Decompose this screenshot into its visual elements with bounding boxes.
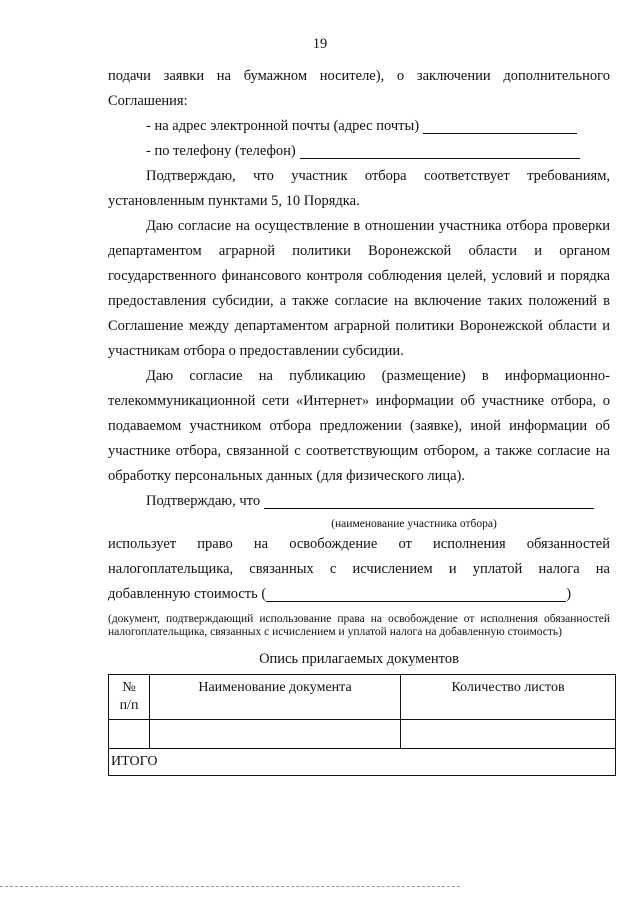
phone-label: - по телефону (телефон) <box>146 143 296 159</box>
table-total-row <box>109 749 616 776</box>
consent-publication-paragraph: Даю согласие на публикацию (размещение) в информационно-телекоммуникационной сети «Интернет» информации об участнике отбора, о подаваемом участником отбора предложении (заявке), иной информации об участнике отбора, связанной с соответствующим отбором, а также согласие на обработку персональных данных (для физического лица). <box>108 368 610 484</box>
vat-document-row <box>108 582 610 607</box>
email-label: - на адрес электронной почты (адрес почты) <box>146 118 420 134</box>
inventory-table <box>108 674 616 776</box>
confirm-paragraph: Подтверждаю, что участник отбора соответствует требованиям, установленным пунктами 5, 10 Порядка. <box>108 168 610 209</box>
table-row <box>109 720 616 749</box>
inventory-title: Опись прилагаемых документов <box>259 651 459 667</box>
uses-right-line: использует право на освобождение от исполнения обязанностей <box>108 536 610 552</box>
table-cell[interactable] <box>109 720 150 749</box>
consent-check-paragraph: Даю согласие на осуществление в отношении участника отбора проверки департаментом аграрной политики Воронежской области и органом государственного финансового контроля соблюдения целей, условий и порядка предоставления субсидии, а также согласие на включение таких положений в Соглашение между департаментом аграрной политики Воронежской области и участникам отбора о предоставлении субсидии. <box>108 218 610 359</box>
email-row <box>108 114 610 139</box>
phone-field[interactable] <box>300 142 580 159</box>
footer-divider <box>0 886 460 887</box>
confirm-that-label: Подтверждаю, что <box>146 493 261 509</box>
closing-paren: ) <box>566 586 572 602</box>
participant-row <box>108 489 610 514</box>
vat-document-field[interactable] <box>266 585 566 602</box>
page-number: 19 <box>312 36 328 52</box>
vat-label: добавленную стоимость ( <box>108 586 267 602</box>
paragraph-line: Соглашения: <box>108 93 188 109</box>
header-num: № п/п <box>109 675 150 720</box>
uses-right-line: налогоплательщика, связанных с исчислением и уплатой налога на <box>108 561 610 577</box>
header-sheets: Количество листов <box>401 675 616 720</box>
total-label: ИТОГО <box>109 749 616 776</box>
paragraph-line: подачи заявки на бумажном носителе), о заключении дополнительного <box>108 68 610 84</box>
participant-hint: (наименование участника отбора) <box>331 518 497 530</box>
table-cell[interactable] <box>150 720 401 749</box>
email-field[interactable] <box>423 117 577 134</box>
table-cell[interactable] <box>401 720 616 749</box>
document-body <box>108 64 610 776</box>
vat-document-hint: (документ, подтверждающий использование права на освобождение от исполнения обязанностей налогоплательщика, связанных с исчислением и уплатой налога на добавленную стоимость) <box>108 613 610 638</box>
phone-row <box>108 139 610 164</box>
participant-name-field[interactable] <box>264 492 594 509</box>
header-doc-name: Наименование документа <box>150 675 401 720</box>
table-header-row <box>109 675 616 720</box>
